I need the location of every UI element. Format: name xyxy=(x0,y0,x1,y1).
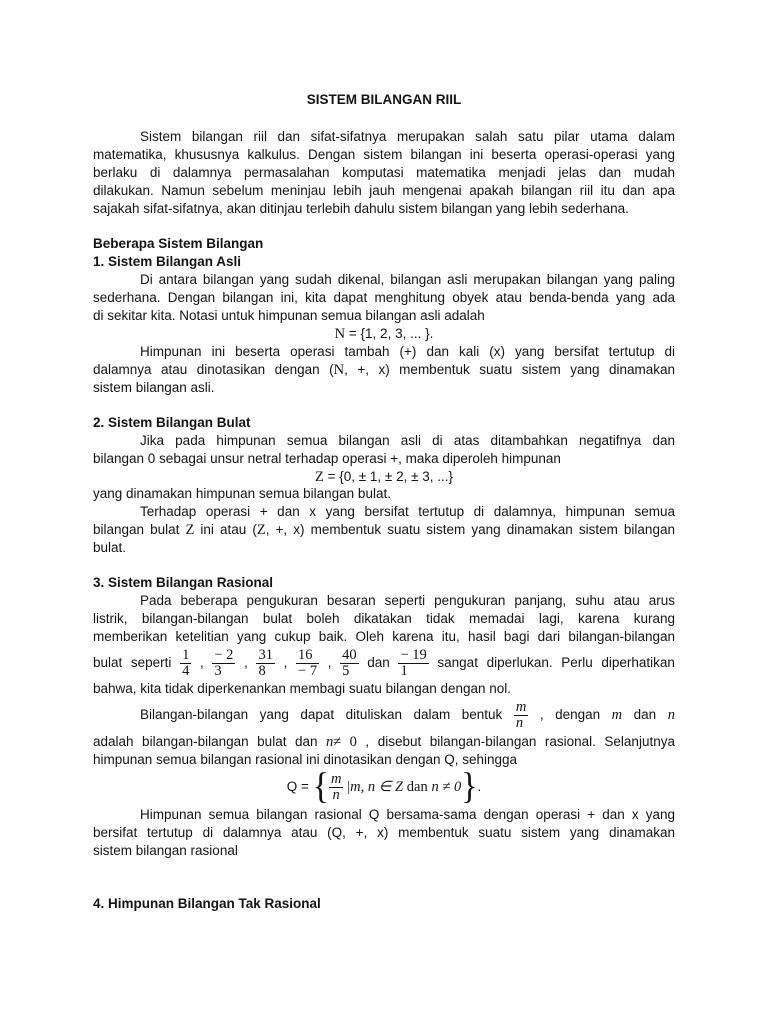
set-open-brace: { xyxy=(312,766,329,808)
paragraph-line: sistem bilangan asli. xyxy=(93,380,215,395)
fraction xyxy=(340,648,359,679)
paragraph-line: listrik, bilangan-bilangan bulat boleh dikatakan tidak memadai lagi, karena kurang xyxy=(93,611,675,626)
text-segment: , disebut bilangan-bilangan rasional. Selanjutnya xyxy=(365,734,675,749)
fraction-denominator: 1 xyxy=(398,663,428,679)
natural-set-symbol: N xyxy=(334,326,346,342)
subsection-heading-rasional: 3. Sistem Bilangan Rasional xyxy=(93,575,274,590)
text-segment: adalah bilangan-bilangan bulat dan xyxy=(93,734,318,749)
fraction-m-over-n xyxy=(514,700,528,731)
intro-line: Sistem bilangan riil dan sifat-sifatnya merupakan salah satu pilar utama dalam xyxy=(140,129,675,144)
paragraph-line xyxy=(93,521,675,539)
text-segment: ini atau ( xyxy=(200,522,257,537)
paragraph-line: sistem bilangan rasional xyxy=(93,843,238,858)
rational-condition-line xyxy=(93,733,675,751)
integer-set-notation xyxy=(93,468,675,486)
fraction-examples-line xyxy=(93,645,675,681)
text-segment: , +, x) membentuk suatu sistem yang dinamakan xyxy=(344,362,676,377)
fraction-numerator: m xyxy=(330,770,342,787)
fraction-denominator: − 7 xyxy=(298,662,318,679)
paragraph-line: Terhadap operasi + dan x yang bersifat tertutup di dalamnya, himpunan semua xyxy=(140,504,675,519)
paragraph-line: bersifat tertutup di dalamnya atau (Q, +, x) membentuk suatu sistem yang dinamakan xyxy=(93,825,675,840)
not-equal-zero: ≠ 0 xyxy=(333,734,357,750)
rational-set-formula xyxy=(93,765,675,809)
subsection-heading-asli: 1. Sistem Bilangan Asli xyxy=(93,254,242,269)
paragraph-line: Di antara bilangan yang sudah dikenal, bilangan asli merupakan bilangan yang paling xyxy=(140,272,675,287)
paragraph-line xyxy=(93,361,675,379)
set-close-brace: } xyxy=(461,766,478,808)
paragraph-line: memberikan ketelitian yang cukup baik. Oleh karena itu, hasil bagi dari bilangan-bilangan xyxy=(93,629,675,644)
natural-set-symbol: N xyxy=(333,362,345,378)
fraction-denominator: 8 xyxy=(256,663,275,679)
text-segment: sangat diperlukan. Perlu diperhatikan xyxy=(437,655,675,670)
set-condition: n ≠ 0 xyxy=(431,779,462,795)
paragraph-line: Himpunan semua bilangan rasional Q bersama-sama dengan operasi + dan x yang xyxy=(140,807,675,822)
fraction xyxy=(398,648,428,679)
set-period: . xyxy=(477,779,482,794)
text-segment: , +, x) membentuk suatu sistem yang dinamakan sistem bilangan xyxy=(265,522,675,537)
fraction-numerator: 40 xyxy=(342,646,357,663)
text-segment: , dengan xyxy=(539,707,601,722)
natural-set-elements: = {1, 2, 3, ... }. xyxy=(348,326,434,341)
set-dan: dan xyxy=(406,779,428,795)
text-segment: dan xyxy=(633,707,657,722)
set-lhs: Q = xyxy=(286,779,309,794)
fraction-numerator: − 2 xyxy=(214,646,234,663)
variable-n: n xyxy=(667,707,675,723)
paragraph-line: Jika pada himpunan semua bilangan asli di atas ditambahkan negatifnya dan xyxy=(140,433,675,448)
separator-comma: , xyxy=(244,655,248,670)
paragraph-line: di sekitar kita. Notasi untuk himpunan semua bilangan asli adalah xyxy=(93,308,485,323)
intro-line: dilakukan. Namun sebelum meninjau lebih jauh mengenai apakah bilangan riil itu dan apa xyxy=(93,183,675,198)
fraction-denominator: n xyxy=(329,787,343,803)
fraction-numerator: m xyxy=(515,698,527,715)
subsection-heading-bulat: 2. Sistem Bilangan Bulat xyxy=(93,415,251,430)
fraction xyxy=(212,648,235,679)
variable-n: n xyxy=(326,734,334,750)
fraction xyxy=(296,648,319,679)
set-variables: m, n ∈ Z xyxy=(350,779,404,795)
fraction-numerator: − 19 xyxy=(400,646,427,663)
separator-comma: , xyxy=(327,655,332,670)
fraction-numerator: 31 xyxy=(258,646,273,663)
page-title: SISTEM BILANGAN RIIL xyxy=(306,92,462,107)
paragraph-line: sederhana. Dengan bilangan ini, kita dapat menghitung obyek atau benda-benda yang ada xyxy=(93,290,675,305)
text-segment: dalamnya atau dinotasikan dengan ( xyxy=(93,362,334,377)
fraction-m-over-n xyxy=(329,772,343,803)
paragraph-line: himpunan semua bilangan rasional ini dinotasikan dengan Q, sehingga xyxy=(93,752,518,767)
intro-line: berlaku di dalamnya permasalahan komputasi matematika menjadi jelas dan mudah xyxy=(93,165,675,180)
text-segment: bulat seperti xyxy=(93,655,172,670)
fraction xyxy=(180,648,191,679)
intro-line: matematika, khususnya kalkulus. Dengan sistem bilangan ini beserta operasi-operasi yang xyxy=(93,147,675,162)
text-segment: Bilangan-bilangan yang dapat dituliskan dalam bentuk xyxy=(140,707,503,722)
paragraph-line: yang dinamakan himpunan semua bilangan bulat. xyxy=(93,486,391,501)
text-segment: bilangan bulat xyxy=(93,522,180,537)
separator-comma: , xyxy=(283,655,288,670)
rational-form-line xyxy=(140,697,675,733)
integer-set-symbol: Z xyxy=(185,522,195,538)
subsection-heading-tak-rasional: 4. Himpunan Bilangan Tak Rasional xyxy=(93,896,321,911)
variable-m: m xyxy=(611,707,623,723)
text-segment: dan xyxy=(367,655,390,670)
separator-comma: , xyxy=(199,655,204,670)
integer-set-symbol: Z xyxy=(256,522,266,538)
paragraph-line: Pada beberapa pengukuran besaran seperti pengukuran panjang, suhu atau arus xyxy=(140,593,675,608)
fraction-denominator: 5 xyxy=(340,663,359,679)
natural-set-notation xyxy=(93,325,675,343)
paragraph-line: bilangan 0 sebagai unsur netral terhadap operasi +, maka diperoleh himpunan xyxy=(93,451,561,466)
integer-set-elements: = {0, ± 1, ± 2, ± 3, ...} xyxy=(327,469,454,484)
fraction-denominator: 4 xyxy=(182,662,190,679)
fraction-denominator: n xyxy=(514,715,528,731)
intro-line: sajakah sifat-sifatnya, akan ditinjau terlebih dahulu sistem bilangan yang lebih sederhana. xyxy=(93,201,629,216)
fraction-numerator: 16 xyxy=(298,646,313,663)
fraction-numerator: 1 xyxy=(182,646,190,663)
set-bar: | xyxy=(347,779,351,795)
integer-set-symbol: Z xyxy=(314,469,324,485)
fraction-denominator: 3 xyxy=(212,663,235,679)
paragraph-line: bahwa, kita tidak diperkenankan membagi suatu bilangan dengan nol. xyxy=(93,681,512,696)
paragraph-line: Himpunan ini beserta operasi tambah (+) dan kali (x) yang bersifat tertutup di xyxy=(140,344,675,359)
paragraph-line: bulat. xyxy=(93,540,127,555)
fraction xyxy=(256,648,275,679)
section-heading: Beberapa Sistem Bilangan xyxy=(93,236,264,251)
